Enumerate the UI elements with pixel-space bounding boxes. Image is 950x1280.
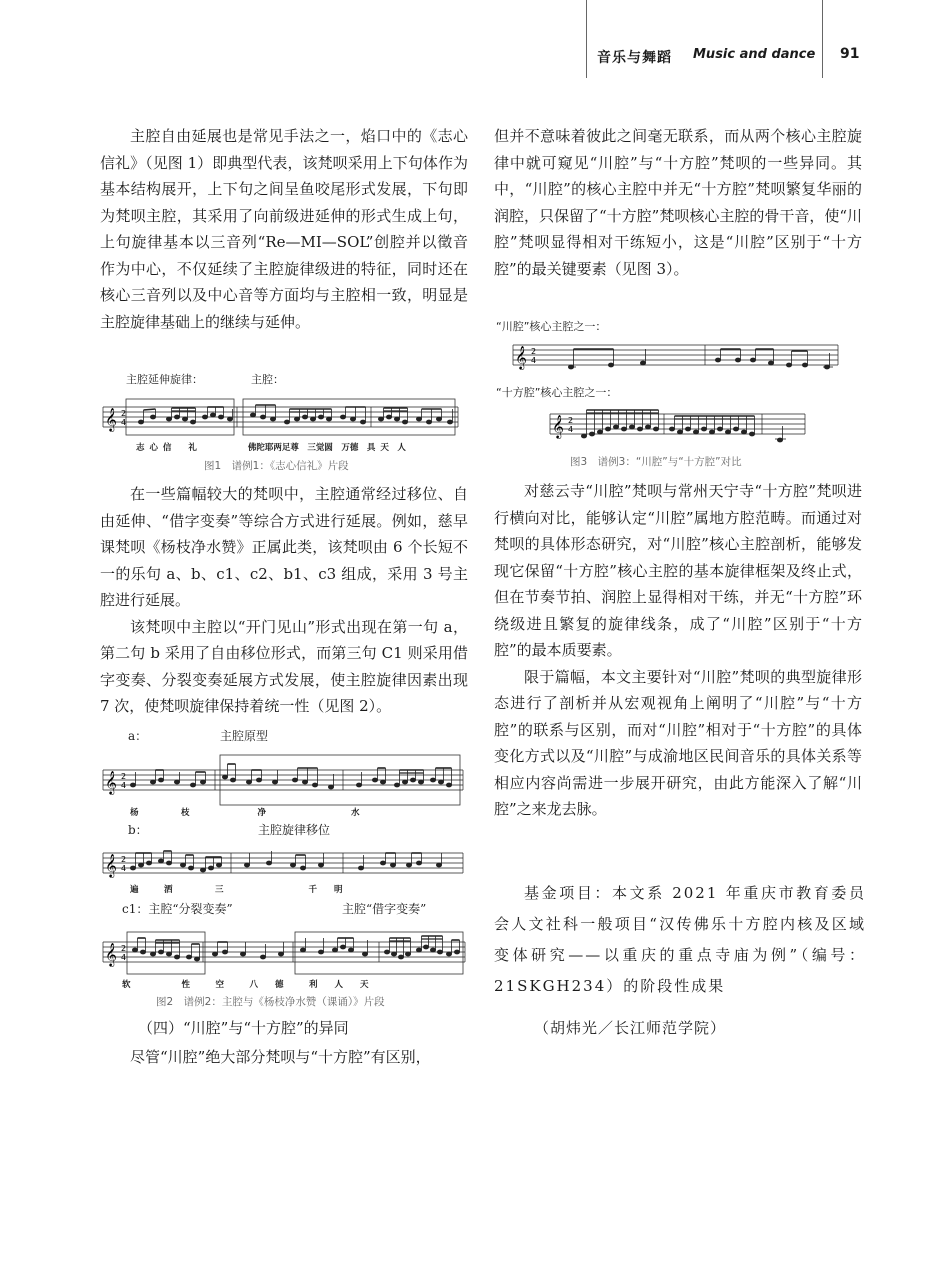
fig2-staff-b xyxy=(103,843,463,883)
section-subheading: （四）“川腔”与“十方腔”的异同 xyxy=(138,1019,349,1037)
fig2-label-a: a： xyxy=(128,729,148,743)
svg-text:𝄞: 𝄞 xyxy=(515,345,527,369)
header-section-en: Music and dance xyxy=(693,47,816,62)
svg-text:4: 4 xyxy=(121,418,127,427)
right-column-mid xyxy=(494,478,862,823)
fig2-staff-c xyxy=(103,926,465,976)
fig2-lyrics-c: 软 性 空 八 德 利 人 天 xyxy=(122,980,369,990)
svg-text:4: 4 xyxy=(121,781,127,790)
fig1-lyrics: 志 心 信 礼 佛陀耶两足尊 三觉圆 万德 具 天 人 xyxy=(136,443,406,453)
fig3-staff-chuan xyxy=(513,337,843,377)
fig1-staff xyxy=(103,397,463,439)
header-section-cn: 音乐与舞蹈 xyxy=(597,50,672,66)
fig1-caption: 图1 谱例1：《志心信礼》片段 xyxy=(204,460,349,472)
svg-text:4: 4 xyxy=(121,953,127,962)
fig1-label-main: 主腔： xyxy=(251,373,284,386)
svg-text:2: 2 xyxy=(121,944,127,953)
fig3-label-shifang: “十方腔”核心主腔之一： xyxy=(496,386,618,399)
svg-text:4: 4 xyxy=(121,864,127,873)
fig2-lyrics-b: 遍 洒 三 千 明 xyxy=(130,885,343,895)
svg-text:𝄞: 𝄞 xyxy=(105,770,117,794)
fund-text: 基金项目：本文系 2021 年重庆市教育委员会人文社科一般项目“汉传佛乐十方腔内核及区域变体研究——以重庆的重点寺庙为例”（编号：21SKGH234）的阶段性成果 xyxy=(494,884,866,995)
fig2-label-b-title: 主腔旋律移位 xyxy=(258,823,331,837)
fund-note xyxy=(494,878,866,1002)
svg-text:2: 2 xyxy=(568,416,574,425)
svg-text:4: 4 xyxy=(531,356,537,365)
paragraph: 该梵呗中主腔以“开门见山”形式出现在第一句 a，第二句 b 采用了自由移位形式，而第三句 C1 则采用借字变奏、分裂变奏延展方式发展，使主腔旋律因素出现 7 次，使梵呗旋律保持着统一性（见图 2）。 xyxy=(100,617,468,715)
svg-text:2: 2 xyxy=(531,347,537,356)
fig3-staff-shifang xyxy=(550,404,810,450)
paragraph: 在一些篇幅较大的梵呗中，主腔通常经过移位、自由延伸、“借字变奏”等综合方式进行延展。例如，慈早课梵呗《杨枝净水赞》正属此类，该梵呗由 6 个长短不一的乐句 a、b、c1、c2、b1、c3 组成，采用 3 号主腔进行延展。 xyxy=(100,485,468,609)
fig2-staff-a xyxy=(103,750,463,806)
svg-text:4: 4 xyxy=(568,425,574,434)
fig2-label-c1-left: c1：主腔“分裂变奏” xyxy=(122,902,233,916)
header-divider-right xyxy=(822,0,823,78)
svg-text:2: 2 xyxy=(121,772,127,781)
header-divider-left xyxy=(586,0,587,78)
right-column-top xyxy=(494,123,862,282)
author: （胡炜光／长江师范学院） xyxy=(534,1019,727,1037)
fig2-label-c1-right: 主腔“借字变奏” xyxy=(342,902,427,916)
left-column-top xyxy=(100,123,468,335)
paragraph: 但并不意味着彼此之间毫无联系，而从两个核心主腔旋律中就可窥见“川腔”与“十方腔”梵呗的一些异同。其中，“川腔”的核心主腔中并无“十方腔”梵呗繁复华丽的润腔，只保留了“十方腔”梵呗核心主腔的骨干音，使“川腔”梵呗显得相对干练短小，这是“川腔”区别于“十方腔”的最关键要素（见图 3）。 xyxy=(494,127,863,278)
paragraph: 限于篇幅，本文主要针对“川腔”梵呗的典型旋律形态进行了剖析并从宏观视角上阐明了“川腔”与“十方腔”的联系与区别，而对“川腔”相对于“十方腔”的具体变化方式以及“川腔”与成渝地区民间音乐的具体关系等相应内容尚需进一步展开研究，由此方能深入了解“川腔”之来龙去脉。 xyxy=(494,667,862,818)
svg-text:2: 2 xyxy=(121,855,127,864)
paragraph: 尽管“川腔”绝大部分梵呗与“十方腔”有区别， xyxy=(130,1048,431,1066)
paragraph: 主腔自由延展也是常见手法之一，焰口中的《志心信礼》（见图 1）即典型代表，该梵呗采用上下句体作为基本结构展开，上下句之间呈鱼咬尾形式发展，下句即为梵呗主腔，其采用了向前级进延伸的形式生成上句，上句旋律基本以三音列“Re—MI—SOL”创腔并以徵音作为中心，不仅延续了主腔旋律级进的特征，同时还在核心三音列以及中心音等方面均与主腔相一致，明显是主腔旋律基础上的继续与延伸。 xyxy=(100,127,468,331)
page-number: 91 xyxy=(840,46,860,62)
fig3-label-chuan: “川腔”核心主腔之一： xyxy=(496,320,607,333)
svg-text:𝄞: 𝄞 xyxy=(105,942,117,966)
svg-text:2: 2 xyxy=(121,409,127,418)
fig2-label-b: b： xyxy=(128,823,148,837)
fig1-label-extension: 主腔延伸旋律： xyxy=(126,373,203,386)
paragraph: 对慈云寺“川腔”梵呗与常州天宁寺“十方腔”梵呗进行横向对比，能够认定“川腔”属地方腔范畴。而通过对梵呗的具体形态研究，对“川腔”核心主腔剖析，能够发现它保留“十方腔”核心主腔的基本旋律框架及终止式，但在节奏节拍、润腔上显得相对干练，并无“十方腔”环绕级进且繁复的旋律线条，成了“川腔”区别于“十方腔”的最本质要素。 xyxy=(494,482,862,659)
svg-text:𝄞: 𝄞 xyxy=(552,414,564,438)
fig2-lyrics-a: 杨 枝 净 水 xyxy=(130,808,360,818)
svg-text:𝄞: 𝄞 xyxy=(105,407,117,431)
fig3-caption: 图3 谱例3：“川腔”与“十方腔”对比 xyxy=(570,456,742,468)
left-column-mid xyxy=(100,481,468,720)
fig2-caption: 图2 谱例2：主腔与《杨枝净水赞（课诵）》片段 xyxy=(156,996,385,1008)
svg-text:𝄞: 𝄞 xyxy=(105,853,117,877)
fig2-label-a-title: 主腔原型 xyxy=(220,729,269,743)
